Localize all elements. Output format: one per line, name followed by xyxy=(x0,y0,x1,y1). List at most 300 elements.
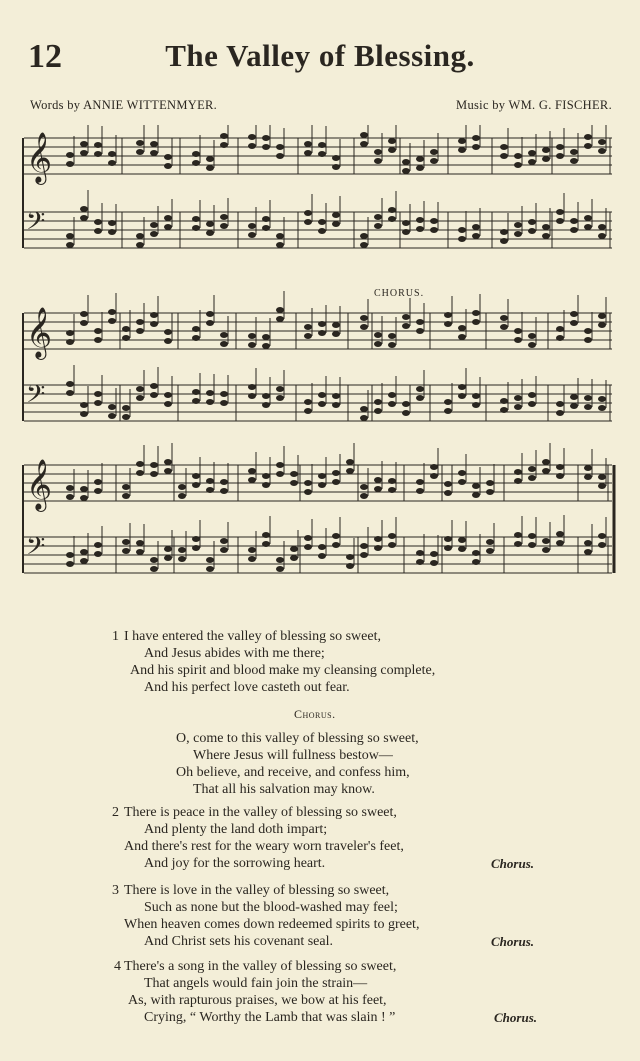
verse-line: Such as none but the blood-washed may feel; xyxy=(144,900,398,915)
note-head xyxy=(500,229,508,235)
hymn-title: The Valley of Blessing. xyxy=(165,38,475,73)
note-head xyxy=(360,141,368,147)
note-head xyxy=(318,482,326,488)
note-head xyxy=(598,483,606,489)
note-head xyxy=(472,319,480,325)
note-head xyxy=(332,533,340,539)
note-head xyxy=(220,214,228,220)
note-head xyxy=(206,221,214,227)
chorus-heading: Chorus. xyxy=(294,707,336,721)
verse-line: And plenty the land doth impart; xyxy=(144,822,328,837)
note-head xyxy=(528,228,536,234)
note-head xyxy=(458,537,466,543)
note-head xyxy=(374,214,382,220)
note-head xyxy=(360,315,368,321)
note-head xyxy=(556,531,564,537)
note-head xyxy=(150,150,158,156)
note-head xyxy=(80,486,88,492)
note-head xyxy=(528,392,536,398)
note-head xyxy=(500,144,508,150)
note-head xyxy=(66,233,74,239)
note-head xyxy=(304,324,312,330)
note-head xyxy=(290,480,298,486)
note-head xyxy=(360,132,368,138)
note-head xyxy=(360,415,368,421)
note-head xyxy=(402,314,410,320)
note-head xyxy=(304,150,312,156)
note-head xyxy=(528,342,536,348)
note-head xyxy=(542,233,550,239)
note-head xyxy=(164,546,172,552)
note-head xyxy=(66,152,74,158)
note-head xyxy=(528,466,536,472)
note-head xyxy=(514,328,522,334)
note-head xyxy=(402,229,410,235)
note-head xyxy=(514,153,522,159)
note-head xyxy=(150,462,158,468)
note-head xyxy=(80,549,88,555)
note-head xyxy=(248,384,256,390)
note-head xyxy=(206,399,214,405)
verse-number: 4 xyxy=(114,959,121,974)
note-head xyxy=(136,549,144,555)
note-head xyxy=(402,323,410,329)
note-head xyxy=(262,532,270,538)
note-head xyxy=(150,471,158,477)
verse-number: 1 xyxy=(112,629,119,644)
note-head xyxy=(514,337,522,343)
verse-line: And joy for the sorrowing heart. xyxy=(144,856,326,871)
note-head xyxy=(500,153,508,159)
note-head xyxy=(570,320,578,326)
verse-number: 2 xyxy=(112,805,119,820)
note-head xyxy=(304,399,312,405)
note-head xyxy=(206,230,214,236)
note-head xyxy=(164,468,172,474)
note-head xyxy=(66,561,74,567)
note-head xyxy=(248,393,256,399)
verse-line: When heaven comes down redeemed spirits to greet, xyxy=(124,917,420,932)
note-head xyxy=(248,143,256,149)
note-head xyxy=(374,477,382,483)
note-head xyxy=(584,337,592,343)
note-head xyxy=(444,312,452,318)
note-head xyxy=(388,207,396,213)
note-head xyxy=(444,321,452,327)
note-head xyxy=(220,391,228,397)
note-head xyxy=(164,338,172,344)
note-head xyxy=(262,144,270,150)
note-head xyxy=(136,319,144,325)
note-head xyxy=(360,242,368,248)
note-head xyxy=(206,390,214,396)
note-head xyxy=(388,401,396,407)
note-head xyxy=(304,535,312,541)
note-head xyxy=(598,405,606,411)
note-head xyxy=(262,135,270,141)
note-head xyxy=(318,473,326,479)
note-head xyxy=(94,337,102,343)
treble-clef-icon: 𝄞 xyxy=(26,132,53,183)
note-head xyxy=(206,156,214,162)
note-head xyxy=(584,404,592,410)
note-head xyxy=(80,411,88,417)
verse-line: As, with rapturous praises, we bow at his feet, xyxy=(128,993,387,1008)
note-head xyxy=(584,540,592,546)
verse-line: There is peace in the valley of blessing so sweet, xyxy=(124,805,397,820)
note-head xyxy=(150,566,158,572)
verse-line: And his spirit and blood make my cleansing complete, xyxy=(130,663,436,678)
note-head xyxy=(500,398,508,404)
note-head xyxy=(430,560,438,566)
chorus-label: CHORUS. xyxy=(374,288,425,299)
music-score xyxy=(20,125,620,615)
note-head xyxy=(318,228,326,234)
note-head xyxy=(388,542,396,548)
note-head xyxy=(416,156,424,162)
note-head xyxy=(248,232,256,238)
note-head xyxy=(430,158,438,164)
note-head xyxy=(262,473,270,479)
note-head xyxy=(192,389,200,395)
note-head xyxy=(248,468,256,474)
note-head xyxy=(570,227,578,233)
note-head xyxy=(192,335,200,341)
note-head xyxy=(542,459,550,465)
note-head xyxy=(108,220,116,226)
note-head xyxy=(388,487,396,493)
note-head xyxy=(598,148,606,154)
note-head xyxy=(94,328,102,334)
note-head xyxy=(94,542,102,548)
note-head xyxy=(416,479,424,485)
verse-line: O, come to this valley of blessing so sweet, xyxy=(176,731,419,746)
note-head xyxy=(430,218,438,224)
note-head xyxy=(192,326,200,332)
note-head xyxy=(66,339,74,345)
note-head xyxy=(122,335,130,341)
note-head xyxy=(556,153,564,159)
note-head xyxy=(318,219,326,225)
note-head xyxy=(416,550,424,556)
note-head xyxy=(598,313,606,319)
treble-clef-icon: 𝄞 xyxy=(26,459,53,510)
note-head xyxy=(346,554,354,560)
note-head xyxy=(192,545,200,551)
note-head xyxy=(514,395,522,401)
note-head xyxy=(584,474,592,480)
note-head xyxy=(66,390,74,396)
note-head xyxy=(444,545,452,551)
verse-line: There is love in the valley of blessing so sweet, xyxy=(124,883,390,898)
note-head xyxy=(262,216,270,222)
note-head xyxy=(598,233,606,239)
chorus-cue: Chorus. xyxy=(491,934,534,949)
note-head xyxy=(430,227,438,233)
note-head xyxy=(500,315,508,321)
note-head xyxy=(80,311,88,317)
note-head xyxy=(360,543,368,549)
note-head xyxy=(192,473,200,479)
note-head xyxy=(108,404,116,410)
note-head xyxy=(192,482,200,488)
note-head xyxy=(290,546,298,552)
note-head xyxy=(528,159,536,165)
note-head xyxy=(318,553,326,559)
note-head xyxy=(164,154,172,160)
note-head xyxy=(150,392,158,398)
note-head xyxy=(458,325,466,331)
note-head xyxy=(388,216,396,222)
note-head xyxy=(332,470,340,476)
note-head xyxy=(192,536,200,542)
note-head xyxy=(304,333,312,339)
note-head xyxy=(402,401,410,407)
note-head xyxy=(276,395,284,401)
note-head xyxy=(108,151,116,157)
note-head xyxy=(374,545,382,551)
note-head xyxy=(290,471,298,477)
note-head xyxy=(374,149,382,155)
note-head xyxy=(122,484,130,490)
note-head xyxy=(150,321,158,327)
note-head xyxy=(388,342,396,348)
words-credit: Words by ANNIE WITTENMYER. xyxy=(30,98,218,112)
note-head xyxy=(136,386,144,392)
note-head xyxy=(136,149,144,155)
bass-clef-icon: 𝄢 xyxy=(26,532,46,567)
note-head xyxy=(374,399,382,405)
note-head xyxy=(220,341,228,347)
verse-line: That angels would fain join the strain— xyxy=(144,976,368,991)
note-head xyxy=(136,395,144,401)
note-head xyxy=(94,151,102,157)
note-head xyxy=(584,549,592,555)
note-head xyxy=(584,224,592,230)
note-head xyxy=(318,151,326,157)
note-head xyxy=(556,218,564,224)
note-head xyxy=(150,383,158,389)
verse-line: I have entered the valley of blessing so sweet, xyxy=(124,629,381,644)
note-head xyxy=(220,332,228,338)
note-head xyxy=(276,462,284,468)
note-head xyxy=(94,400,102,406)
note-head xyxy=(472,224,480,230)
note-head xyxy=(332,402,340,408)
note-head xyxy=(584,143,592,149)
note-head xyxy=(556,144,564,150)
note-head xyxy=(514,231,522,237)
note-head xyxy=(472,310,480,316)
note-head xyxy=(514,162,522,168)
note-head xyxy=(402,159,410,165)
note-head xyxy=(486,480,494,486)
note-head xyxy=(584,395,592,401)
note-head xyxy=(80,206,88,212)
note-head xyxy=(416,165,424,171)
note-head xyxy=(136,328,144,334)
note-head xyxy=(206,311,214,317)
note-head xyxy=(192,398,200,404)
note-head xyxy=(122,539,130,545)
note-head xyxy=(584,328,592,334)
note-head xyxy=(556,335,564,341)
note-head xyxy=(66,242,74,248)
note-head xyxy=(458,334,466,340)
note-head xyxy=(262,334,270,340)
note-head xyxy=(66,381,74,387)
note-head xyxy=(514,541,522,547)
note-head xyxy=(416,559,424,565)
note-head xyxy=(472,550,480,556)
note-head xyxy=(220,400,228,406)
note-head xyxy=(472,402,480,408)
note-head xyxy=(262,343,270,349)
note-head xyxy=(94,391,102,397)
note-head xyxy=(276,233,284,239)
note-head xyxy=(430,473,438,479)
note-head xyxy=(164,401,172,407)
note-head xyxy=(318,321,326,327)
note-head xyxy=(276,566,284,572)
note-head xyxy=(486,489,494,495)
note-head xyxy=(80,402,88,408)
note-head xyxy=(514,222,522,228)
note-head xyxy=(584,215,592,221)
note-head xyxy=(220,133,228,139)
note-head xyxy=(598,542,606,548)
note-head xyxy=(514,469,522,475)
note-head xyxy=(570,403,578,409)
note-head xyxy=(304,480,312,486)
note-head xyxy=(598,396,606,402)
note-head xyxy=(332,155,340,161)
note-head xyxy=(80,320,88,326)
note-head xyxy=(94,479,102,485)
note-head xyxy=(402,168,410,174)
note-head xyxy=(472,483,480,489)
note-head xyxy=(458,546,466,552)
note-head xyxy=(122,493,130,499)
note-head xyxy=(430,464,438,470)
note-head xyxy=(458,470,466,476)
note-head xyxy=(248,223,256,229)
note-head xyxy=(374,223,382,229)
note-head xyxy=(570,158,578,164)
note-head xyxy=(570,218,578,224)
note-head xyxy=(94,551,102,557)
note-head xyxy=(528,475,536,481)
note-head xyxy=(556,410,564,416)
note-head xyxy=(220,538,228,544)
note-head xyxy=(570,394,578,400)
note-head xyxy=(248,134,256,140)
note-head xyxy=(164,215,172,221)
note-head xyxy=(94,228,102,234)
note-head xyxy=(318,142,326,148)
note-head xyxy=(94,219,102,225)
note-head xyxy=(122,405,130,411)
note-head xyxy=(276,557,284,563)
note-head xyxy=(500,407,508,413)
note-head xyxy=(318,401,326,407)
note-head xyxy=(388,147,396,153)
note-head xyxy=(472,144,480,150)
note-head xyxy=(332,322,340,328)
verse-line: And there's rest for the weary worn traveler's feet, xyxy=(124,839,404,854)
music-credit: Music by WM. G. FISCHER. xyxy=(456,98,612,112)
note-head xyxy=(360,552,368,558)
note-head xyxy=(66,485,74,491)
note-head xyxy=(444,408,452,414)
note-head xyxy=(402,220,410,226)
note-head xyxy=(514,532,522,538)
note-head xyxy=(262,402,270,408)
note-head xyxy=(472,233,480,239)
note-head xyxy=(542,224,550,230)
note-head xyxy=(178,556,186,562)
note-head xyxy=(164,555,172,561)
note-head xyxy=(136,140,144,146)
note-head xyxy=(136,233,144,239)
note-head xyxy=(108,229,116,235)
note-head xyxy=(248,342,256,348)
note-head xyxy=(332,212,340,218)
note-head xyxy=(150,557,158,563)
note-head xyxy=(304,210,312,216)
note-head xyxy=(556,473,564,479)
note-head xyxy=(262,482,270,488)
note-head xyxy=(570,149,578,155)
note-head xyxy=(542,147,550,153)
note-head xyxy=(220,547,228,553)
note-head xyxy=(248,477,256,483)
note-head xyxy=(458,138,466,144)
note-head xyxy=(360,233,368,239)
verse-line: And Jesus abides with me there; xyxy=(144,646,325,661)
note-head xyxy=(276,386,284,392)
note-head xyxy=(108,309,116,315)
note-head xyxy=(402,410,410,416)
note-head xyxy=(416,226,424,232)
note-head xyxy=(122,414,130,420)
verse-line: There's a song in the valley of blessing so sweet, xyxy=(124,959,397,974)
note-head xyxy=(388,392,396,398)
note-head xyxy=(374,408,382,414)
note-head xyxy=(248,556,256,562)
note-head xyxy=(556,326,564,332)
note-head xyxy=(150,231,158,237)
note-head xyxy=(192,216,200,222)
note-head xyxy=(472,492,480,498)
note-head xyxy=(542,468,550,474)
note-head xyxy=(262,225,270,231)
note-head xyxy=(108,160,116,166)
note-head xyxy=(416,395,424,401)
note-head xyxy=(584,465,592,471)
note-head xyxy=(220,488,228,494)
note-head xyxy=(80,150,88,156)
verse-line: Oh believe, and receive, and confess him, xyxy=(176,765,410,780)
note-head xyxy=(444,536,452,542)
note-head xyxy=(206,478,214,484)
note-head xyxy=(248,547,256,553)
note-head xyxy=(374,332,382,338)
note-head xyxy=(346,563,354,569)
note-head xyxy=(528,401,536,407)
note-head xyxy=(304,408,312,414)
note-head xyxy=(276,471,284,477)
